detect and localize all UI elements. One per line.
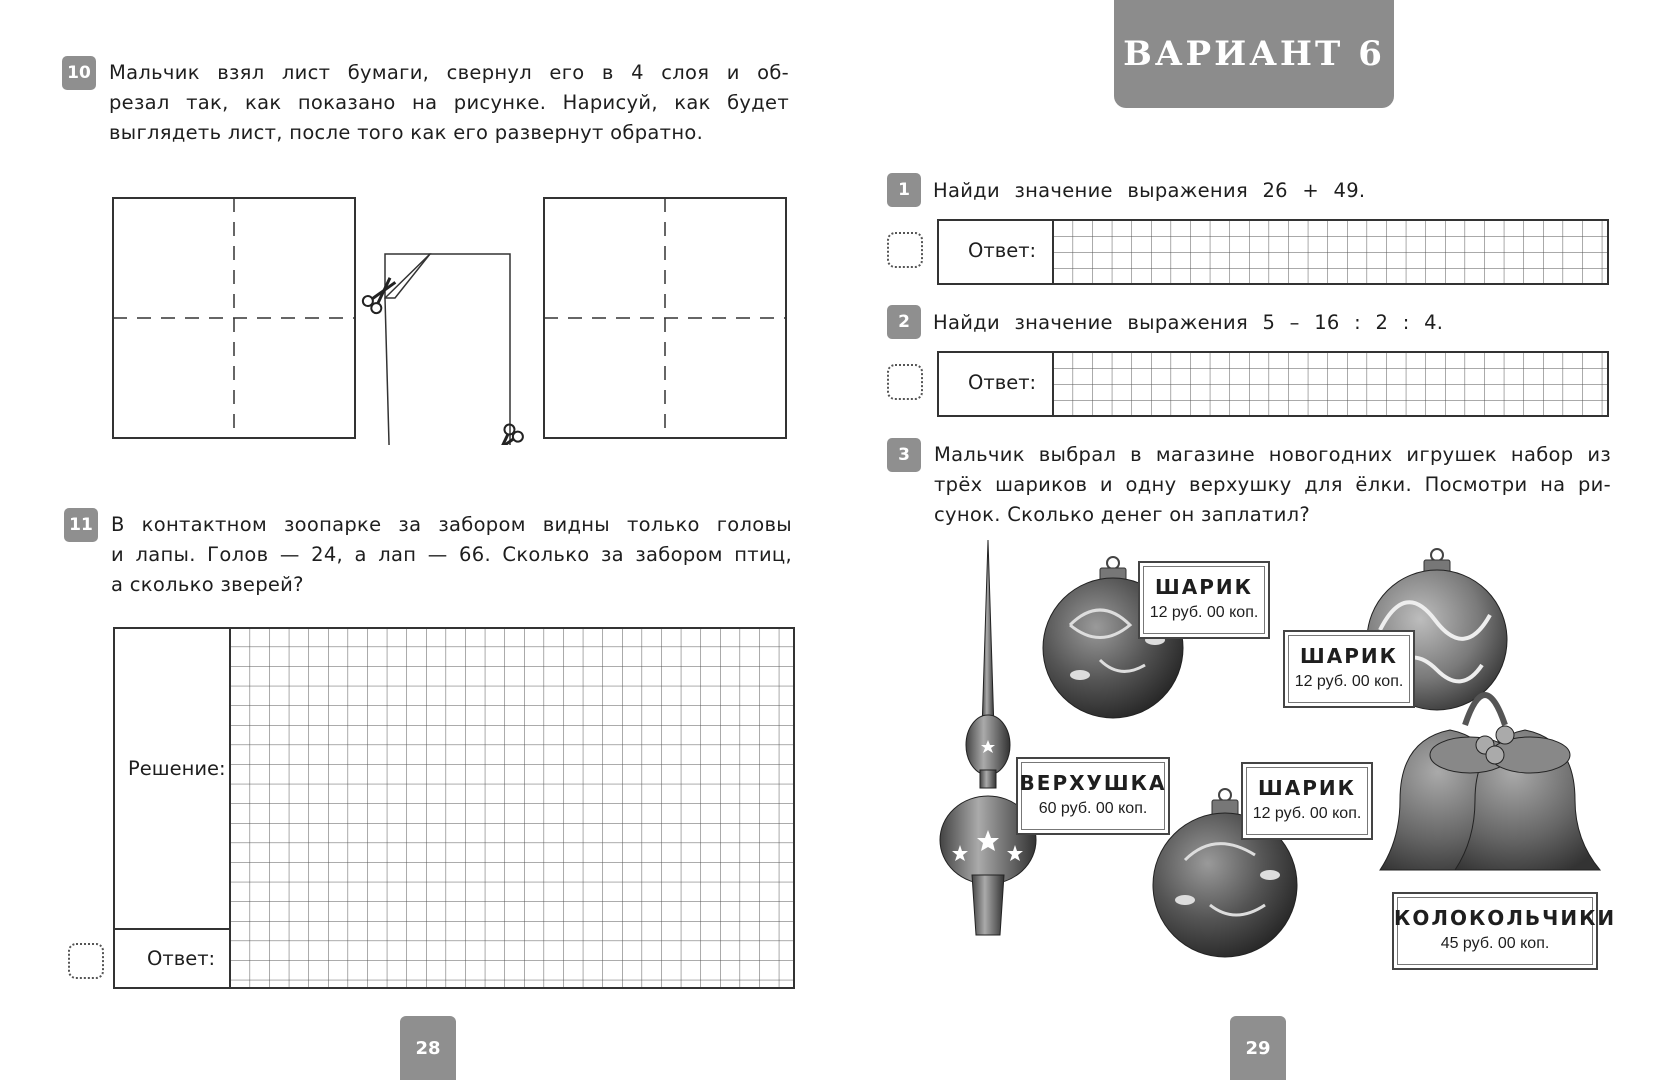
bells-ornament [1380, 695, 1600, 870]
price-tag-price: 12 руб. 00 коп. [1149, 604, 1259, 621]
answer-label: Ответ: [968, 371, 1037, 394]
page-number-right: 29 [1230, 1016, 1286, 1080]
tree-topper-ornament [940, 540, 1036, 935]
task-2-text: Найди значение выражения 5 – 16 : 2 : 4. [933, 311, 1444, 334]
task-3-line: сунок. Сколько денег он заплатил? [934, 503, 1311, 526]
answer-label: Ответ: [968, 239, 1037, 262]
price-tag [1283, 630, 1415, 708]
task-3-number: 3 [887, 438, 921, 472]
task-11-line: В контактном зоопарке за забором видны только головы [111, 513, 792, 536]
score-checkbox[interactable] [68, 943, 104, 979]
solution-label: Решение: [128, 757, 226, 780]
price-tag-title: КОЛОКОЛЬЧИКИ [1394, 906, 1617, 930]
score-checkbox[interactable] [887, 232, 923, 268]
price-tag-title: ВЕРХУШКА [1019, 771, 1167, 795]
unfolded-sheet-left [113, 198, 355, 438]
price-tag [1016, 757, 1170, 835]
task-1-text: Найди значение выражения 26 + 49. [933, 179, 1366, 202]
task-1-answer-field[interactable] [937, 219, 1609, 285]
price-tag [1138, 561, 1270, 639]
price-tag-price: 12 руб. 00 коп. [1294, 673, 1404, 690]
task-10-text [109, 58, 789, 148]
price-tag-title: ШАРИК [1300, 644, 1398, 668]
scissors-icon [361, 273, 401, 315]
task-2-answer-field[interactable] [937, 351, 1609, 417]
task-10-number: 10 [62, 56, 96, 90]
task-10-line: выглядеть лист, после того как его развернут обратно. [109, 121, 704, 144]
task-3-line: трёх шариков и одну верхушку для ёлки. Посмотри на ри- [934, 473, 1611, 496]
answer-grid [937, 351, 1609, 417]
task-10-line: Мальчик взял лист бумаги, свернул его в 4 слоя и об- [109, 61, 789, 84]
price-tag-price: 45 руб. 00 коп. [1440, 935, 1550, 952]
task-11-text [111, 510, 792, 600]
price-tag-title: ШАРИК [1155, 575, 1253, 599]
answer-label: Ответ: [147, 947, 216, 970]
task-10-line: резал так, как показано на рисунке. Нарисуй, как будет [109, 91, 789, 114]
task-3-text [934, 440, 1611, 530]
solution-area[interactable] [113, 627, 795, 989]
solution-grid [113, 627, 795, 989]
task-11-line: а сколько зверей? [111, 573, 304, 596]
score-checkbox[interactable] [887, 364, 923, 400]
task-11-number: 11 [64, 508, 98, 542]
task-3-line: Мальчик выбрал в магазине новогодних игрушек набор из [934, 443, 1611, 466]
answer-grid [937, 219, 1609, 285]
price-tag [1241, 762, 1373, 840]
task-11-line: и лапы. Голов — 24, а лап — 66. Сколько за забором птиц, [111, 543, 792, 566]
price-tag [1392, 892, 1617, 970]
scissors-icon [485, 422, 525, 445]
price-tag-price: 12 руб. 00 коп. [1252, 805, 1362, 822]
paper-folding-figure [100, 190, 800, 445]
task-1-number: 1 [887, 173, 921, 207]
task-2-number: 2 [887, 305, 921, 339]
folded-paper [385, 254, 515, 445]
variant-header: ВАРИАНТ 6 [1114, 0, 1394, 108]
price-tag-title: ШАРИК [1258, 776, 1356, 800]
answer-sheet-right [544, 198, 786, 438]
price-tag-price: 60 руб. 00 коп. [1038, 800, 1148, 817]
page-number-left: 28 [400, 1016, 456, 1080]
